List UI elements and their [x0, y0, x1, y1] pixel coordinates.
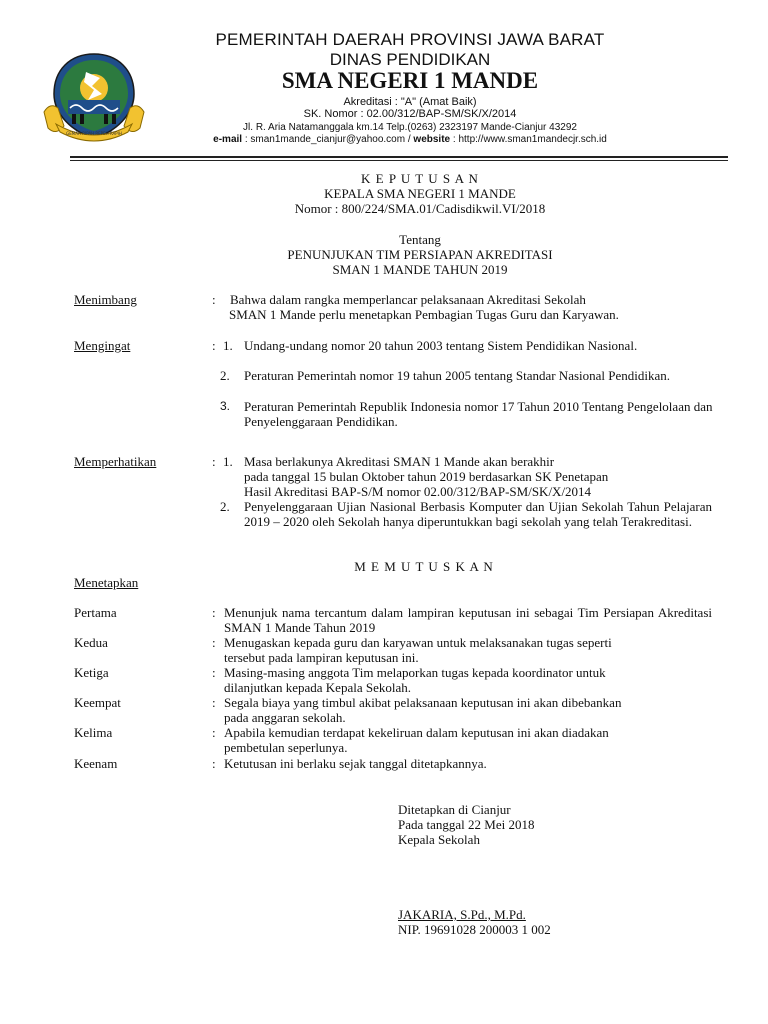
noting-item-2-number: 2. — [220, 499, 230, 514]
decision-2-line1: Menugaskan kepada guru dan karyawan untuk melaksanakan tugas seperti — [224, 635, 612, 650]
svg-text:GEMAH RIPAH REPEH RAPIH: GEMAH RIPAH REPEH RAPIH — [66, 131, 122, 136]
decision-1-text: Menunjuk nama tercantum dalam lampiran keputusan ini sebagai Tim Persiapan Akreditasi SMAN 1 Mande Tahun 2019 — [224, 605, 712, 635]
signature-date: Pada tanggal 22 Mei 2018 — [398, 817, 535, 832]
decision-6-label: Keenam — [74, 756, 118, 771]
decision-6-colon: : — [212, 756, 216, 771]
noting-label: Memperhatikan — [74, 454, 157, 469]
decision-1-label: Pertama — [74, 605, 117, 620]
contact-separator: / — [405, 134, 414, 145]
letterhead-divider-thick — [70, 156, 728, 158]
decree-about-line1: PENUNJUKAN TIM PERSIAPAN AKREDITASI — [287, 247, 553, 262]
decision-4-colon: : — [212, 695, 216, 710]
decides-title: M E M U T U S K A N — [354, 559, 494, 574]
decision-3-colon: : — [212, 665, 216, 680]
decision-2-colon: : — [212, 635, 216, 650]
decision-4-label: Keempat — [74, 695, 121, 710]
remembering-item-3-number: 3. — [220, 399, 231, 413]
remembering-label: Mengingat — [74, 338, 131, 353]
decision-6-line1: Ketutusan ini berlaku sejak tanggal ditetapkannya. — [224, 756, 487, 771]
decree-issuer: KEPALA SMA NEGERI 1 MANDE — [324, 186, 516, 201]
email-label: e-mail — [213, 134, 243, 145]
letterhead-divider-thin — [70, 160, 728, 161]
signature-position: Kepala Sekolah — [398, 832, 480, 847]
website-address: : http://www.sman1mandecjr.sch.id — [450, 134, 607, 145]
remembering-item-1-number: 1. — [223, 338, 233, 353]
signature-name: JAKARIA, S.Pd., M.Pd. — [398, 907, 526, 922]
decision-4-line2: pada anggaran sekolah. — [224, 710, 346, 725]
decision-3-line1: Masing-masing anggota Tim melaporkan tugas kepada koordinator untuk — [224, 665, 606, 680]
letterhead-school-name: SMA NEGERI 1 MANDE — [281, 68, 539, 93]
decision-2-line2: tersebut pada lampiran keputusan ini. — [224, 650, 419, 665]
decision-3-label: Ketiga — [74, 665, 109, 680]
letterhead-government: PEMERINTAH DAERAH PROVINSI JAWA BARAT — [215, 30, 605, 49]
letterhead-accreditation: Akreditasi : "A" (Amat Baik) — [343, 96, 477, 108]
remembering-item-2-number: 2. — [220, 368, 230, 383]
remembering-item-1-text: Undang-undang nomor 20 tahun 2003 tentang Sistem Pendidikan Nasional. — [244, 338, 638, 353]
decision-4-line1: Segala biaya yang timbul akibat pelaksanaan keputusan ini akan dibebankan — [224, 695, 622, 710]
letterhead-address: Jl. R. Aria Natamanggala km.14 Telp.(0263) 2323197 Mande-Cianjur 43292 — [243, 122, 577, 133]
decision-5-label: Kelima — [74, 725, 113, 740]
decision-1-colon: : — [212, 605, 216, 620]
noting-item-1-line1: Masa berlakunya Akreditasi SMAN 1 Mande akan berakhir — [244, 454, 555, 469]
considering-line1: Bahwa dalam rangka memperlancar pelaksanaan Akreditasi Sekolah — [230, 292, 586, 307]
noting-colon: : — [212, 454, 216, 469]
remembering-colon: : — [212, 338, 216, 353]
decree-about-label: Tentang — [399, 232, 441, 247]
noting-item-1-number: 1. — [223, 454, 233, 469]
decree-about-line2: SMAN 1 MANDE TAHUN 2019 — [332, 262, 508, 277]
signature-place: Ditetapkan di Cianjur — [398, 802, 511, 817]
decree-number: Nomor : 800/224/SMA.01/Cadisdikwil.VI/2018 — [294, 201, 546, 216]
considering-label: Menimbang — [74, 292, 137, 307]
letterhead-department: DINAS PENDIDIKAN — [329, 50, 491, 69]
email-address: : sman1mande_cianjur@yahoo.com — [242, 134, 406, 145]
decision-5-line2: pembetulan seperlunya. — [224, 740, 348, 755]
decision-3-line2: dilanjutkan kepada Kepala Sekolah. — [224, 680, 411, 695]
noting-item-1-line3: Hasil Akreditasi BAP-S/M nomor 02.00/312/BAP-SM/SK/X/2014 — [244, 484, 592, 499]
letterhead-contact — [130, 134, 690, 145]
decision-5-colon: : — [212, 725, 216, 740]
noting-item-2-text: Penyelenggaraan Ujian Nasional Berbasis Komputer dan Ujian Sekolah Tahun Pelajaran 2019 – 2020 oleh Sekolah hanya diperuntukkan bagi sekolah yang telah Terakreditasi. — [244, 499, 712, 529]
decides-label: Menetapkan — [74, 575, 139, 590]
noting-item-1-line2: pada tanggal 15 bulan Oktober tahun 2019 berdasarkan SK Penetapan — [244, 469, 609, 484]
decree-title: K E P U T U S A N — [361, 171, 479, 186]
decision-2-label: Kedua — [74, 635, 108, 650]
considering-colon: : — [212, 292, 216, 307]
website-label: website — [413, 134, 451, 145]
signature-nip: NIP. 19691028 200003 1 002 — [398, 922, 551, 937]
remembering-item-3-text: Peraturan Pemerintah Republik Indonesia nomor 17 Tahun 2010 Tentang Pengelolaan dan Penyelenggaraan Pendidikan. — [244, 399, 713, 429]
remembering-item-2-text: Peraturan Pemerintah nomor 19 tahun 2005 tentang Standar Nasional Pendidikan. — [244, 368, 671, 383]
considering-line2: SMAN 1 Mande perlu menetapkan Pembagian Tugas Guru dan Karyawan. — [229, 307, 619, 322]
decision-5-line1: Apabila kemudian terdapat kekeliruan dalam keputusan ini akan diadakan — [224, 725, 609, 740]
letterhead-sk-number: SK. Nomor : 02.00/312/BAP-SM/SK/X/2014 — [303, 108, 517, 120]
